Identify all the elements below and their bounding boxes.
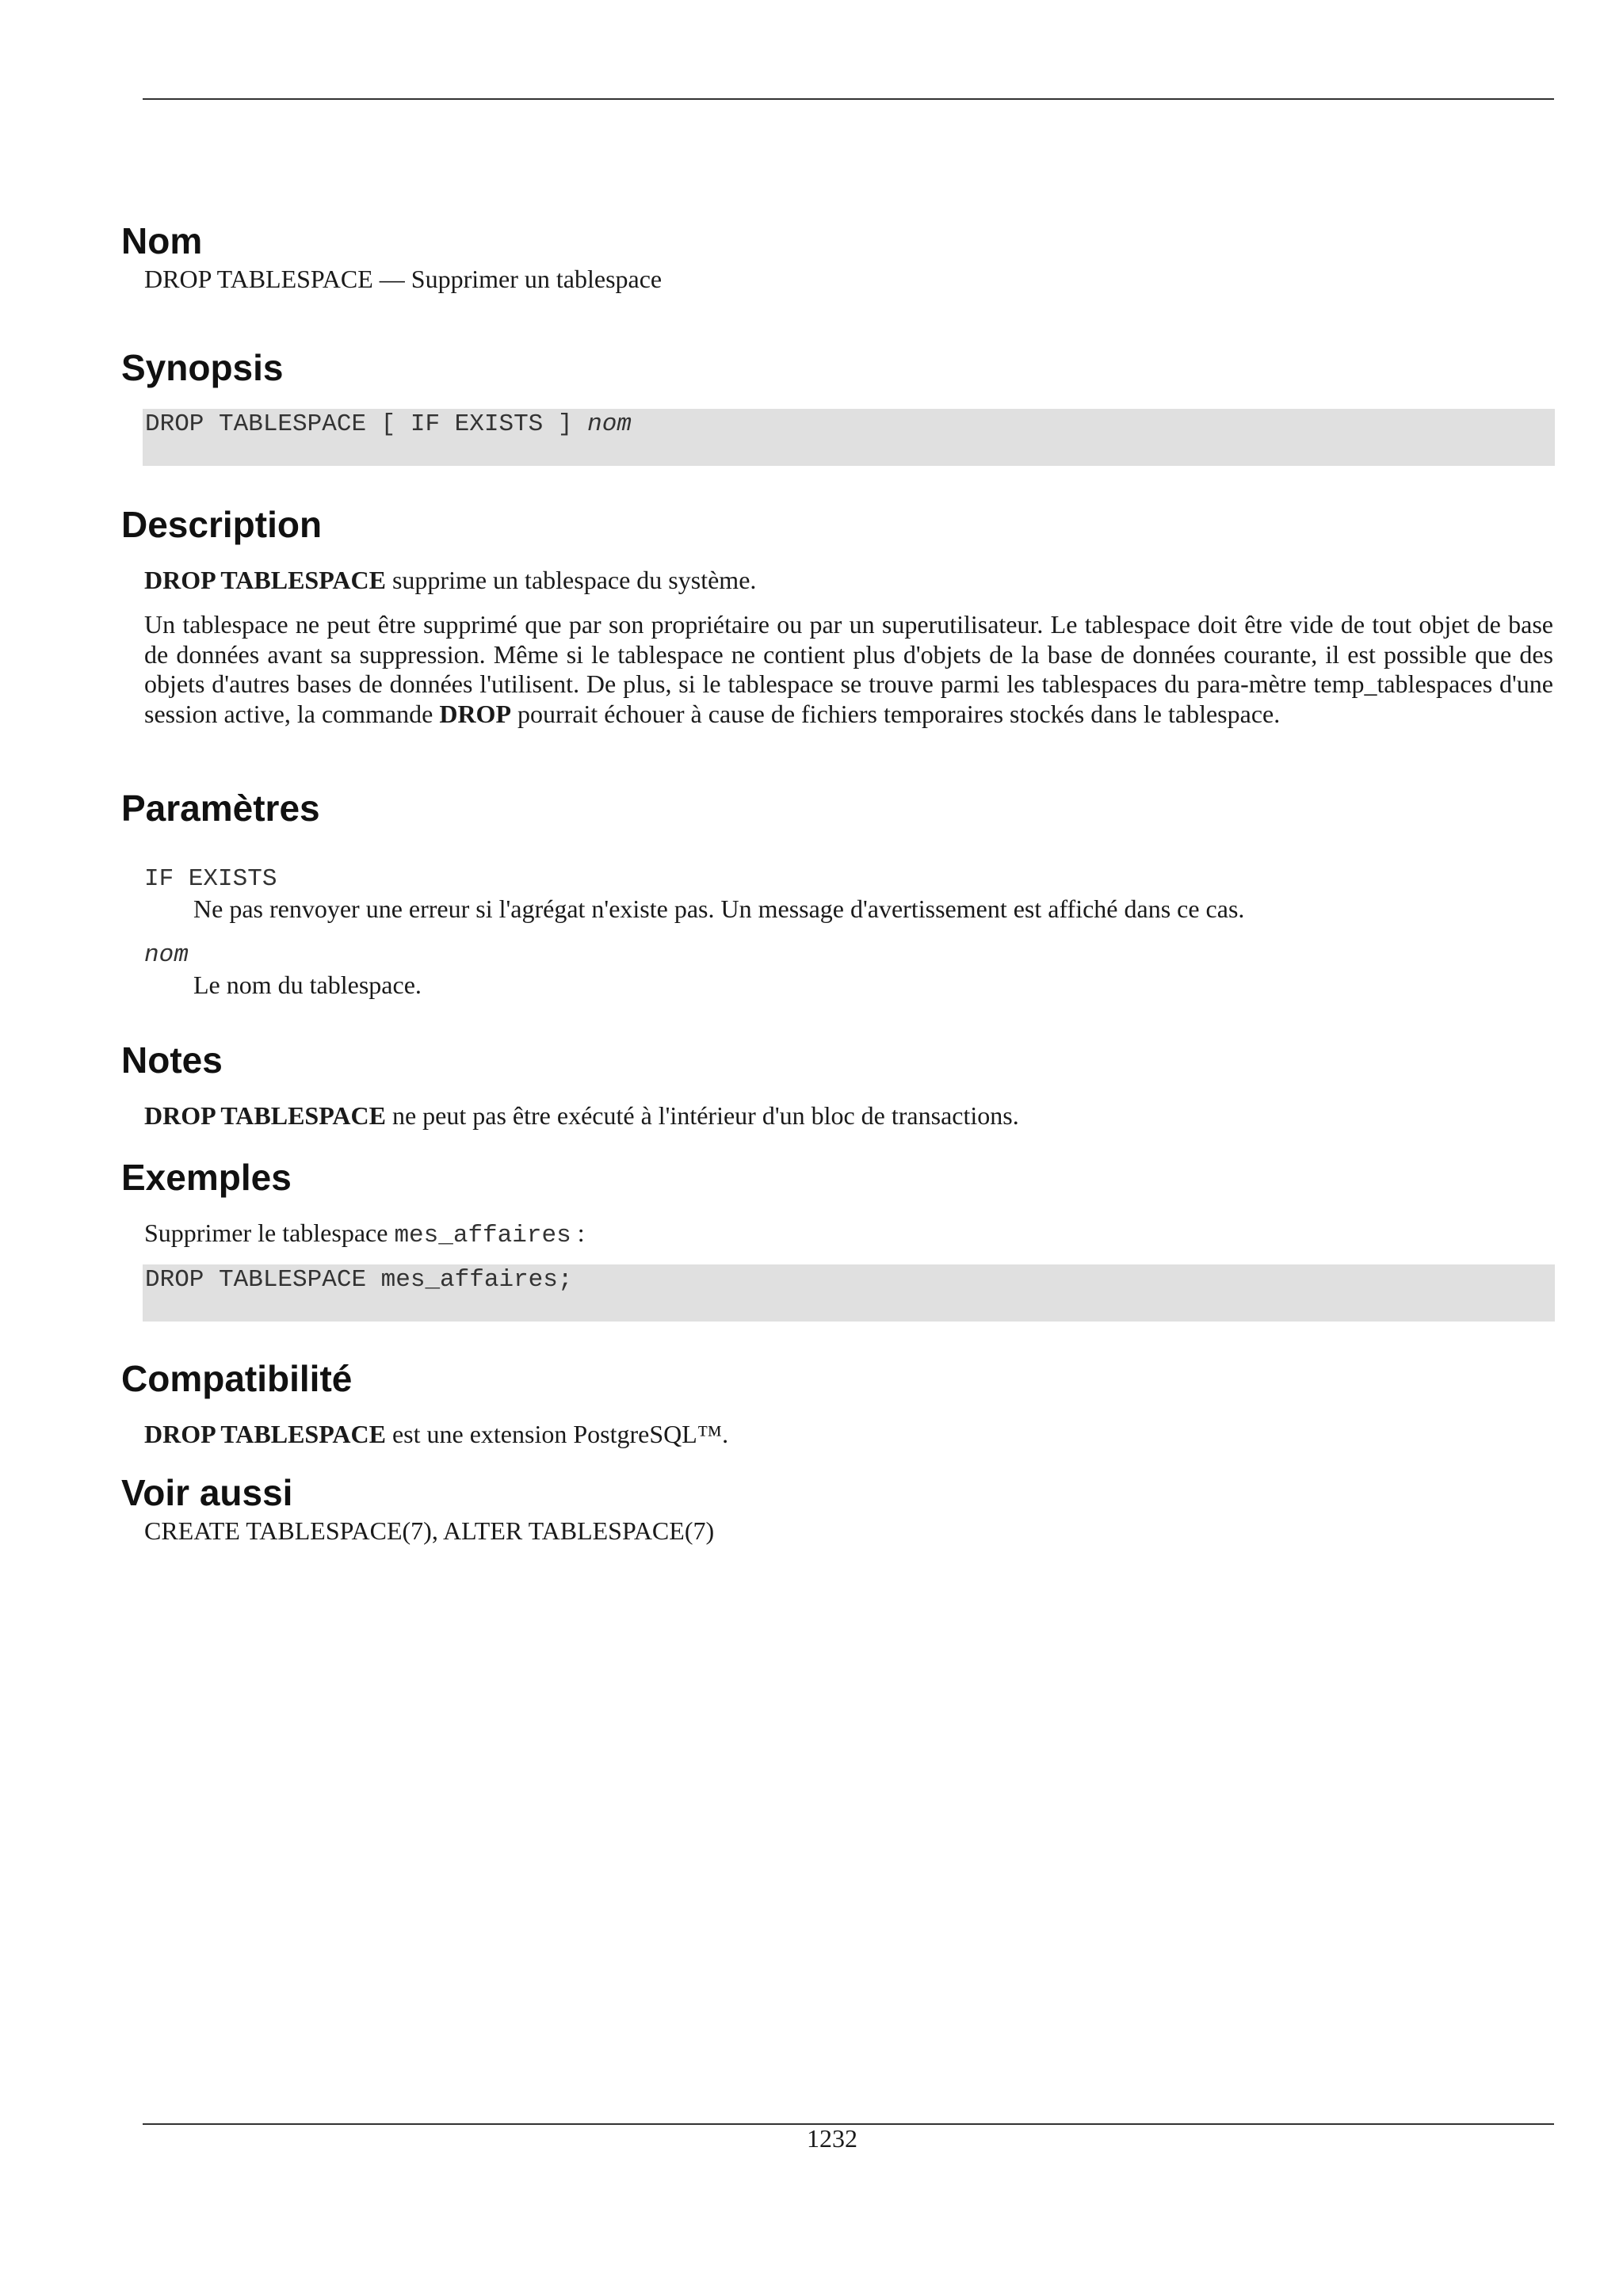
param-def-if-exists: Ne pas renvoyer une erreur si l'agrégat n'existe pas. Un message d'avertissement est affiché dans ce cas. [193,894,1245,923]
heading-nom: Nom [121,220,203,261]
voir-aussi-text: CREATE TABLESPACE(7), ALTER TABLESPACE(7) [144,1516,715,1545]
heading-compatibilite: Compatibilité [121,1358,353,1399]
param-term-if-exists: IF EXISTS [144,865,277,893]
notes-text [144,1101,1553,1131]
heading-synopsis: Synopsis [121,347,284,388]
exemples-inline-code: mes_affaires [394,1222,571,1249]
compatibilite-rest: est une extension PostgreSQL™. [385,1420,729,1448]
nom-text: DROP TABLESPACE — Supprimer un tablespace [144,265,663,293]
exemples-intro [144,1219,1553,1251]
compatibilite-text [144,1420,1553,1450]
description-paragraph-1 [144,566,1553,596]
exemples-code-block [143,1264,1555,1322]
heading-notes: Notes [121,1039,223,1081]
notes-command: DROP TABLESPACE [144,1101,386,1130]
synopsis-code [145,409,632,441]
page-number: 1232 [807,2124,857,2153]
description-p2-bold: DROP [439,699,511,728]
description-p2-text-1: Un tablespace ne peut être supprimé que par son propriétaire ou par un superutilisateur. Le tablespace doit être vide de tout objet de base de données avant sa suppression. Même si le tablespace ne contient plus d'objets de la base de données courante, il est possible que des objets d'autres bases de données l'utilisent. De plus, si le tablespace se trouve parmi les tablespaces du para-mètre temp_tablespaces d'une session active, la commande [144,610,1553,728]
synopsis-code-block [143,409,1555,466]
exemples-intro-end: : [571,1219,585,1247]
param-term-nom: nom [144,941,189,969]
compatibilite-command: DROP TABLESPACE [144,1420,386,1448]
description-p2-text-2: pourrait échouer à cause de fichiers temporaires stockés dans le tablespace. [510,699,1281,728]
exemples-intro-text: Supprimer le tablespace [144,1219,395,1247]
heading-exemples: Exemples [121,1157,292,1198]
exemples-code: DROP TABLESPACE mes_affaires; [145,1266,573,1294]
notes-rest: ne peut pas être exécuté à l'intérieur d'un bloc de transactions. [385,1101,1019,1130]
heading-parametres: Paramètres [121,788,320,829]
heading-voir-aussi: Voir aussi [121,1472,293,1513]
synopsis-code-param: nom [587,410,632,438]
heading-description: Description [121,504,323,545]
description-paragraph-2 [144,610,1553,729]
param-def-nom: Le nom du tablespace. [193,971,422,999]
synopsis-code-prefix: DROP TABLESPACE [ IF EXISTS ] [145,410,588,438]
description-command: DROP TABLESPACE [144,566,386,594]
description-p1-text: supprime un tablespace du système. [385,566,757,594]
header-rule [143,98,1554,100]
